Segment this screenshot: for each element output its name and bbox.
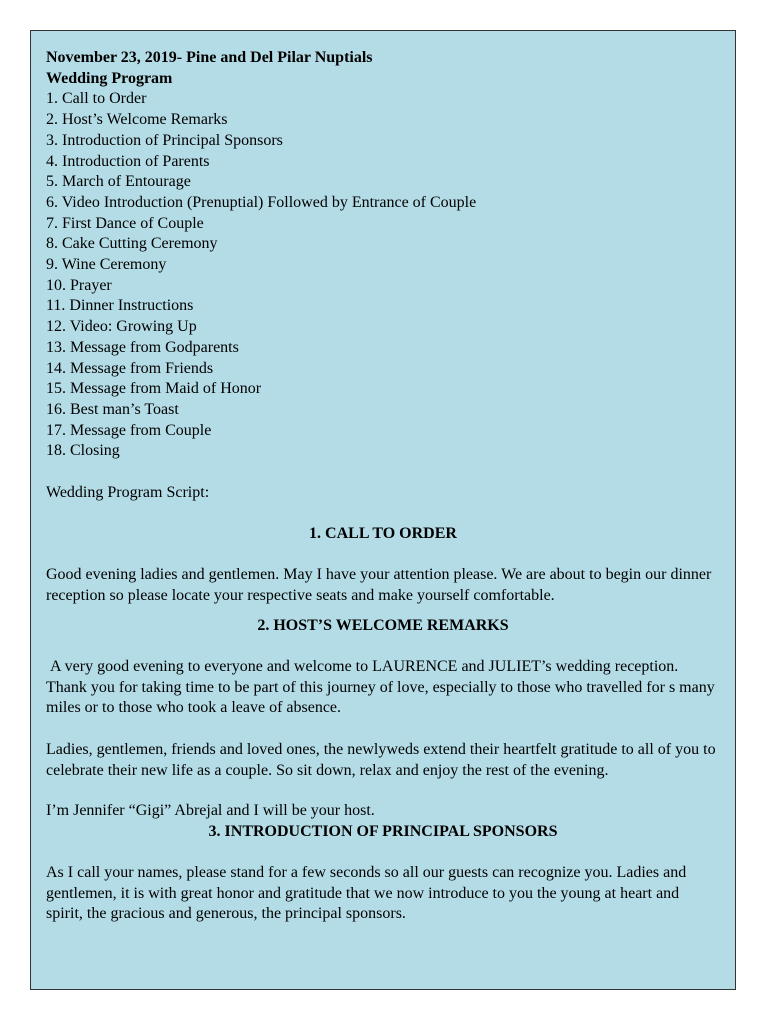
document-page [30,30,736,990]
agenda-item: 16. Best man’s Toast [46,400,179,418]
agenda-item: 12. Video: Growing Up [46,318,197,336]
section-heading-call-to-order: 1. CALL TO ORDER [309,525,457,543]
program-title: Wedding Program [46,69,173,87]
document-title: November 23, 2019- Pine and Del Pilar Nuptials [46,49,373,66]
section-heading-welcome-remarks: 2. HOST’S WELCOME REMARKS [257,617,509,635]
agenda-item: 14. Message from Friends [46,359,214,377]
agenda-item: 10. Prayer [46,276,112,294]
paragraph-welcome-1: A very good evening to everyone and welcome to LAURENCE and JULIET’s wedding reception. Thank you for taking time to be part of this journey of love, especially to those who travelled for s many miles or to those who took a leave of absence. [46,657,719,717]
agenda-item: 6. Video Introduction (Prenuptial) Followed by Entrance of Couple [46,193,477,211]
agenda-item: 5. March of Entourage [46,173,191,191]
agenda-item: 11. Dinner Instructions [46,297,194,315]
paragraph-welcome-2: Ladies, gentlemen, friends and loved ones, the newlyweds extend their heartfelt gratitude to all of you to celebrate their new life as a couple. So sit down, relax and enjoy the rest of the evening. [46,741,716,779]
agenda-item: 13. Message from Godparents [46,338,239,356]
agenda-item: 17. Message from Couple [46,421,212,439]
agenda-item: 1. Call to Order [46,90,147,108]
paragraph-principal-sponsors: As I call your names, please stand for a few seconds so all our guests can recognize you. Ladies and gentlemen, it is with great honor and gratitude that we now introduce to you the young at heart and spirit, the gracious and generous, the principal sponsors. [46,863,687,923]
script-label: Wedding Program Script: [46,483,210,501]
agenda-item: 9. Wine Ceremony [46,256,167,274]
agenda-item: 18. Closing [46,442,120,460]
agenda-item: 4. Introduction of Parents [46,152,210,170]
agenda-item: 8. Cake Cutting Ceremony [46,235,218,253]
paragraph-call-to-order: Good evening ladies and gentlemen. May I have your attention please. We are about to begin our dinner reception so please locate your respective seats and make yourself comfortable. [46,565,712,604]
agenda-list [46,89,720,462]
section-heading-principal-sponsors: 3. INTRODUCTION OF PRINCIPAL SPONSORS [208,823,558,841]
agenda-item: 2. Host’s Welcome Remarks [46,111,228,129]
paragraph-host-intro: I’m Jennifer “Gigi” Abrejal and I will be your host. [46,802,375,820]
agenda-item: 15. Message from Maid of Honor [46,380,262,398]
agenda-item: 3. Introduction of Principal Sponsors [46,131,283,149]
agenda-item: 7. First Dance of Couple [46,214,204,232]
